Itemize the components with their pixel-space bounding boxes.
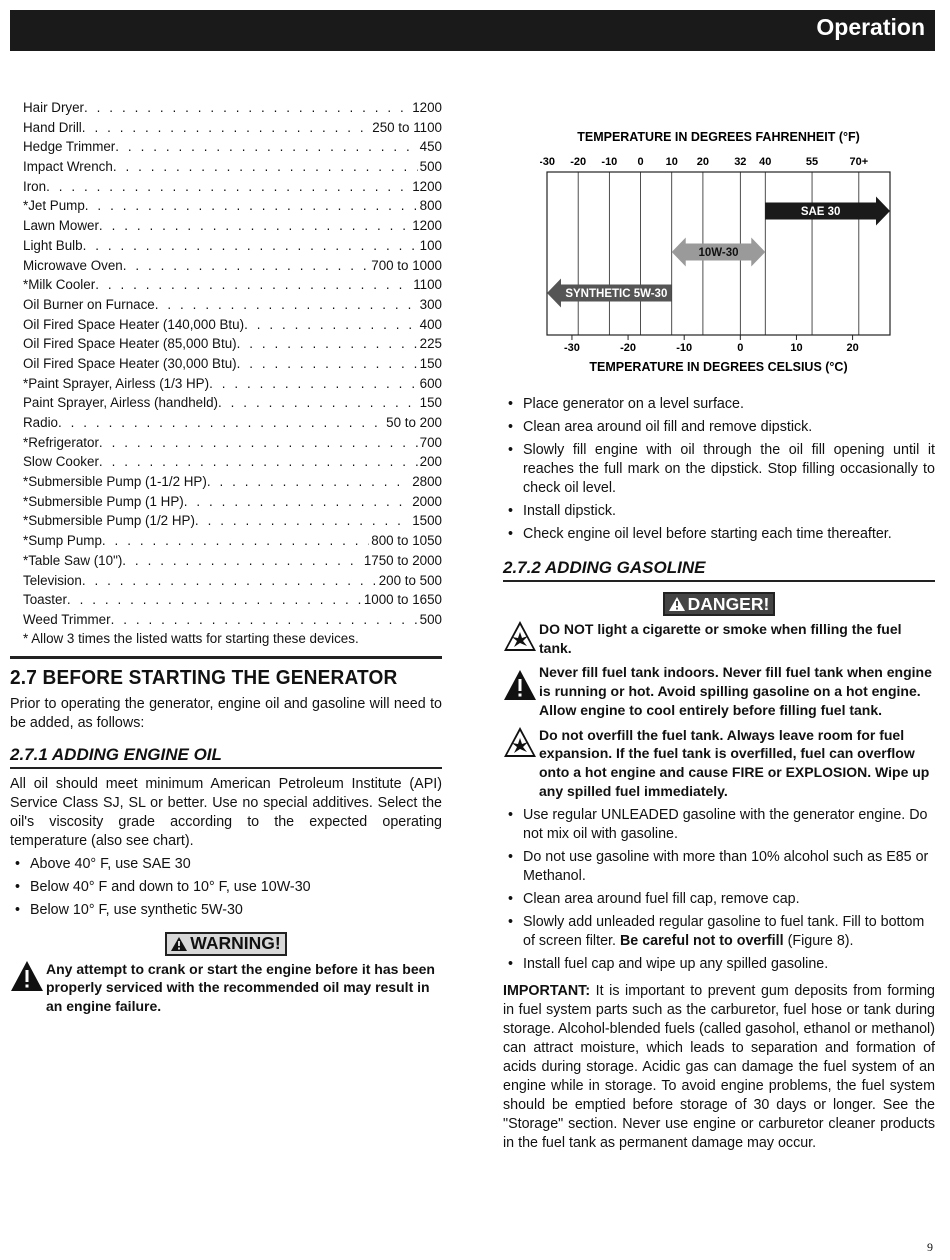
wattage-row <box>23 98 442 118</box>
important-text: It is important to prevent gum deposits from forming in fuel system parts such as the carburetor, fuel hose or tank during storage. Alcohol-blended fuels (called gasohol, ethanol or methanol) can attract moisture, which leads to separation and formation of acids during storage. Acidic gas can damage the fuel system of an engine while in storage. To avoid engine problems, the fuel system should be emptied before storage of 30 days or longer. See the "Storage" section. Never use engine or carburetor cleaner products in the fuel tank as permanent damage may occur. <box>503 983 935 1152</box>
list-item: • Clean area around oil fill and remove dipstick. <box>523 418 935 437</box>
appliance-name: Iron <box>23 178 47 194</box>
celsius-tick-label: 0 <box>737 342 744 354</box>
running-watts: 800 to 1050 <box>371 533 442 549</box>
danger-label: DANGER! <box>687 593 770 614</box>
running-watts: 150 <box>419 355 442 371</box>
appliance-name: Light Bulb <box>23 237 83 253</box>
hazard-text: Never fill fuel tank indoors. Never fill fuel tank when engine is running or hot. Avoid spilling gasoline on a hot engine. Allow engine to cool entirely before filling fuel tank. <box>539 664 932 718</box>
appliance-name: Impact Wrench <box>23 159 113 175</box>
running-watts: 1200 <box>412 218 442 234</box>
wattage-row <box>23 531 442 551</box>
celsius-tick-label: 20 <box>846 342 859 354</box>
celsius-tick-label: -20 <box>620 342 637 354</box>
warning-message <box>10 960 442 1016</box>
section-title: 2.7 BEFORE STARTING THE GENERATOR <box>10 665 398 689</box>
wattage-row <box>23 236 442 256</box>
dot-leader <box>84 98 410 118</box>
appliance-name: *Refrigerator <box>23 434 99 450</box>
dot-leader <box>237 334 418 354</box>
oil-temperature-chart <box>540 125 910 385</box>
running-watts: 250 to 1100 <box>372 119 442 135</box>
list-item <box>523 913 935 951</box>
running-watts: 200 to 500 <box>378 572 442 588</box>
danger-signal <box>503 592 935 616</box>
dot-leader <box>195 511 410 531</box>
page-number: 9 <box>927 1240 933 1254</box>
fahrenheit-tick-label: 20 <box>696 156 710 168</box>
hazard-text: Do not overfill the fuel tank. Always leave room for fuel expansion. If the fuel tank is overfilled, fuel can overflow onto a hot engine and cause FIRE or EXPLOSION. Wipe up any spilled fuel immediately. <box>539 726 930 799</box>
appliance-name: Radio <box>23 415 58 430</box>
fahrenheit-tick-label: -10 <box>601 156 618 168</box>
list-item: • Use regular UNLEADED gasoline with the generator engine. Do not mix oil with gasoline. <box>523 806 935 844</box>
dot-leader <box>58 413 384 433</box>
appliance-name: *Submersible Pump (1-1/2 HP) <box>23 474 207 490</box>
dot-leader <box>99 433 418 453</box>
list-item: • Place generator on a level surface. <box>523 395 935 414</box>
x-axis-label: TEMPERATURE IN DEGREES CELSIUS (°C) <box>589 360 848 374</box>
running-watts: 1200 <box>412 178 442 194</box>
fahrenheit-tick-label: 10 <box>665 156 678 168</box>
wattage-row <box>23 452 442 472</box>
dot-leader <box>99 216 410 236</box>
running-watts: 200 <box>419 454 442 470</box>
dot-leader <box>82 571 377 591</box>
dot-leader <box>237 354 418 374</box>
appliance-name: *Submersible Pump (1 HP) <box>23 493 184 509</box>
running-watts: 1100 <box>413 277 442 293</box>
wattage-row <box>23 334 442 354</box>
chart-svg <box>540 125 910 385</box>
running-watts: 1750 to 2000 <box>363 552 442 568</box>
important-label: IMPORTANT: <box>503 983 591 1000</box>
step-text: Slowly add unleaded regular gasoline to fuel tank. Fill to bottom of screen filter. <box>523 914 925 950</box>
wattage-row <box>23 413 442 433</box>
oil-range-label: SAE 30 <box>800 206 841 218</box>
left-column <box>10 98 442 1022</box>
wattage-row <box>23 571 442 591</box>
list-item: • Above 40° F, use SAE 30 <box>30 855 442 874</box>
running-watts: 1200 <box>412 100 442 115</box>
wattage-row <box>23 590 442 610</box>
dot-leader <box>111 610 418 630</box>
oil-steps-list <box>503 395 935 544</box>
hazard-message <box>503 620 935 657</box>
running-watts: 700 <box>419 434 442 450</box>
appliance-name: Oil Fired Space Heater (85,000 Btu) <box>23 336 237 352</box>
wattage-row <box>23 610 442 630</box>
oil-range-label: 10W-30 <box>698 247 739 259</box>
section-divider <box>10 656 442 659</box>
oil-grade-list <box>10 855 442 920</box>
danger-triangle-icon <box>669 597 685 611</box>
appliance-name: Hair Dryer <box>23 100 85 115</box>
appliance-name: Toaster <box>23 592 67 608</box>
subsection-title-gasoline: 2.7.2 ADDING GASOLINE <box>503 558 935 582</box>
dot-leader <box>83 236 418 256</box>
dot-leader <box>184 492 410 512</box>
wattage-row <box>23 157 442 177</box>
dot-leader <box>209 374 418 394</box>
step-emphasis: Be careful not to overfill <box>619 933 784 950</box>
fahrenheit-tick-label: -20 <box>570 156 587 168</box>
dot-leader <box>113 157 418 177</box>
appliance-name: Hedge Trimmer <box>23 139 116 155</box>
right-column <box>503 395 935 1153</box>
running-watts: 600 <box>419 375 442 391</box>
dot-leader <box>102 531 369 551</box>
fahrenheit-tick-label: 32 <box>734 156 747 168</box>
appliance-name: Microwave Oven <box>23 257 123 273</box>
running-watts: 500 <box>419 611 442 627</box>
dot-leader <box>207 472 410 492</box>
list-item: • Install dipstick. <box>523 502 935 521</box>
exclamation-icon <box>10 960 44 994</box>
celsius-tick-label: -10 <box>676 342 693 354</box>
wattage-row <box>23 137 442 157</box>
wattage-row <box>23 295 442 315</box>
appliance-name: Lawn Mower <box>23 218 99 234</box>
chart-title: TEMPERATURE IN DEGREES FAHRENHEIT (°F) <box>577 130 860 144</box>
step-text: (Figure 8). <box>783 933 854 950</box>
wattage-row <box>23 177 442 197</box>
warning-triangle-icon <box>171 937 187 951</box>
subsection-title-oil: 2.7.1 ADDING ENGINE OIL <box>10 745 442 769</box>
warning-label: WARNING! <box>190 933 281 954</box>
wattage-row <box>23 315 442 335</box>
dot-leader <box>95 275 411 295</box>
list-item: • Clean area around fuel fill cap, remove cap. <box>523 890 935 909</box>
appliance-name: *Jet Pump <box>23 198 85 214</box>
running-watts: 800 <box>419 198 442 214</box>
important-note <box>503 982 935 1153</box>
wattage-row <box>23 433 442 453</box>
fahrenheit-tick-label: 55 <box>805 156 819 168</box>
appliance-name: Hand Drill <box>23 119 82 135</box>
wattage-row <box>23 216 442 236</box>
wattage-list <box>10 98 442 630</box>
fahrenheit-tick-label: 40 <box>759 156 772 168</box>
running-watts: 300 <box>419 296 442 312</box>
page-title: Operation <box>816 14 925 40</box>
dot-leader <box>244 315 418 335</box>
exclamation-icon <box>503 669 537 703</box>
dot-leader <box>85 196 418 216</box>
appliance-name: *Submersible Pump (1/2 HP) <box>23 513 195 529</box>
dot-leader <box>155 295 418 315</box>
fahrenheit-tick-label: 70+ <box>849 156 869 168</box>
wattage-row <box>23 196 442 216</box>
appliance-name: Oil Burner on Furnace <box>23 296 155 312</box>
wattage-row <box>23 393 442 413</box>
running-watts: 450 <box>419 139 442 155</box>
list-item: • Do not use gasoline with more than 10% alcohol such as E85 or Methanol. <box>523 848 935 886</box>
list-item: • Install fuel cap and wipe up any spilled gasoline. <box>523 955 935 974</box>
warning-text: Any attempt to crank or start the engine before it has been properly serviced with the recommended oil may result in an engine failure. <box>46 960 435 1014</box>
explosion-hazard-icon <box>503 726 537 760</box>
wattage-row <box>23 275 442 295</box>
wattage-row <box>23 354 442 374</box>
appliance-name: *Paint Sprayer, Airless (1/3 HP) <box>23 375 210 391</box>
running-watts: 100 <box>419 237 442 253</box>
dot-leader <box>82 118 370 138</box>
wattage-row <box>23 511 442 531</box>
list-item: • Slowly fill engine with oil through the oil fill opening until it reaches the full mark on the dipstick. Stop filling occasionally to check oil level. <box>523 441 935 498</box>
fahrenheit-tick-label: -30 <box>540 156 555 168</box>
dot-leader <box>218 393 418 413</box>
list-item: • Below 10° F, use synthetic 5W-30 <box>30 901 442 920</box>
celsius-tick-label: 10 <box>790 342 803 354</box>
running-watts: 700 to 1000 <box>371 257 442 273</box>
gasoline-steps-list <box>503 806 935 974</box>
wattage-row <box>23 256 442 276</box>
running-watts: 500 <box>419 159 442 175</box>
header-bar <box>10 10 935 51</box>
wattage-row <box>23 551 442 571</box>
appliance-name: *Table Saw (10") <box>23 552 123 568</box>
running-watts: 50 to 200 <box>386 415 442 430</box>
appliance-name: Oil Fired Space Heater (30,000 Btu) <box>23 355 237 371</box>
footnote: * Allow 3 times the listed watts for starting these devices. <box>23 630 359 646</box>
running-watts: 1000 to 1650 <box>363 592 442 608</box>
appliance-name: *Milk Cooler <box>23 277 96 293</box>
hazard-message <box>503 663 935 719</box>
wattage-row <box>23 472 442 492</box>
appliance-name: Slow Cooker <box>23 454 99 470</box>
running-watts: 2800 <box>412 474 442 490</box>
running-watts: 1500 <box>412 513 442 529</box>
celsius-tick-label: -30 <box>563 342 580 354</box>
oil-range-label: SYNTHETIC 5W-30 <box>565 288 668 300</box>
dot-leader <box>122 551 362 571</box>
dot-leader <box>123 256 370 276</box>
running-watts: 2000 <box>412 493 442 509</box>
appliance-name: Weed Trimmer <box>23 611 111 627</box>
appliance-name: Paint Sprayer, Airless (handheld) <box>23 395 219 411</box>
appliance-name: Television <box>23 572 82 588</box>
hazard-message <box>503 726 935 801</box>
list-item: • Check engine oil level before starting each time thereafter. <box>523 525 935 544</box>
dot-leader <box>99 452 418 472</box>
running-watts: 225 <box>419 336 442 352</box>
running-watts: 150 <box>419 395 442 411</box>
dot-leader <box>46 177 410 197</box>
dot-leader <box>67 590 362 610</box>
warning-signal <box>10 932 442 956</box>
appliance-name: Oil Fired Space Heater (140,000 Btu) <box>23 316 245 332</box>
wattage-row <box>23 492 442 512</box>
oil-body: All oil should meet minimum American Petroleum Institute (API) Service Class SJ, SL or better. Use no special additives. Select the oil's viscosity grade according to the expected operating temperature (also see chart). <box>10 775 442 849</box>
appliance-name: *Sump Pump <box>23 533 102 549</box>
explosion-hazard-icon <box>503 620 537 654</box>
running-watts: 400 <box>419 316 442 332</box>
wattage-row <box>23 118 442 138</box>
list-item: • Below 40° F and down to 10° F, use 10W-30 <box>30 878 442 897</box>
section-intro: Prior to operating the generator, engine oil and gasoline will need to be added, as follows: <box>10 695 442 731</box>
dot-leader <box>115 137 417 157</box>
wattage-row <box>23 374 442 394</box>
hazard-text: DO NOT light a cigarette or smoke when filling the fuel tank. <box>539 621 902 656</box>
fahrenheit-tick-label: 0 <box>637 156 644 168</box>
